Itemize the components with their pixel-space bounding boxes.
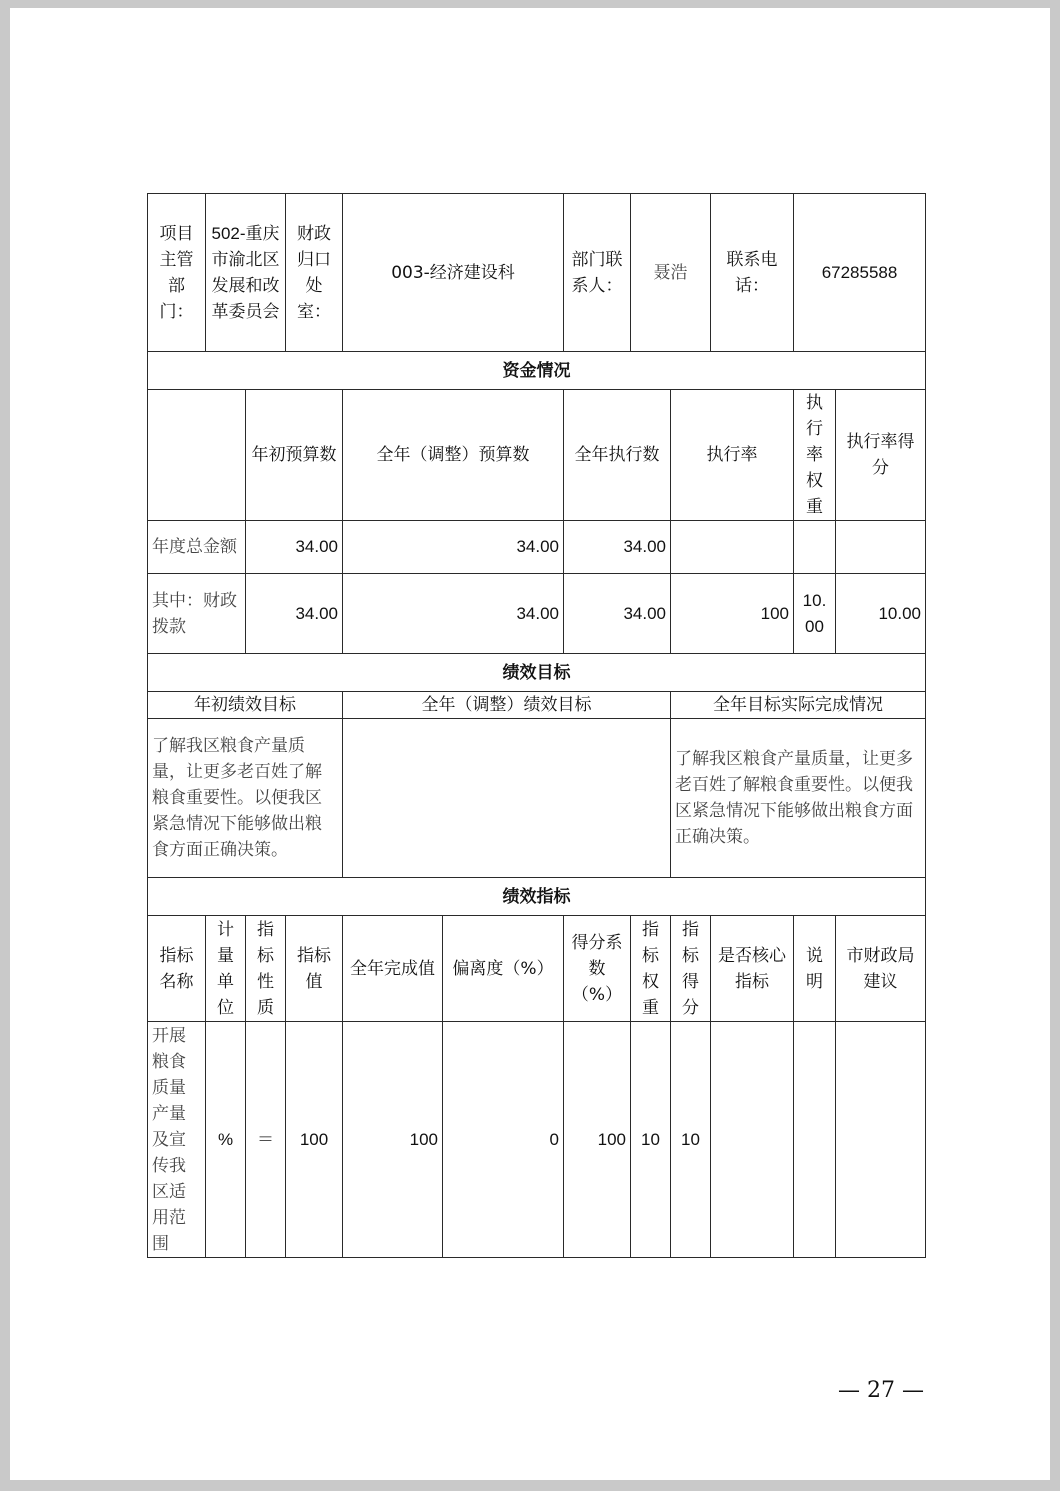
goals-header-row [148,692,926,719]
indicator-target: 100 [286,1022,343,1258]
indicator-header: 偏离度（%） [443,916,564,1022]
indicator-deviation: 0 [443,1022,564,1258]
phone-label: 联系电话： [711,194,794,352]
indicator-header: 指标值 [286,916,343,1022]
header-row [148,194,926,352]
indicator-header: 得分系数（%） [564,916,631,1022]
indicator-header: 指标性质 [246,916,286,1022]
goals-content-row [148,719,926,878]
funding-executed: 34.00 [564,574,671,654]
contact-label: 部门联系人： [564,194,631,352]
funding-adjusted: 34.00 [343,574,564,654]
indicator-advice [836,1022,926,1258]
indicator-note [794,1022,836,1258]
funding-score [836,521,926,574]
indicator-core [711,1022,794,1258]
performance-table [147,193,926,1258]
funding-header-row [148,390,926,521]
indicator-coef: 100 [564,1022,631,1258]
indicator-header: 指标名称 [148,916,206,1022]
goals-adjusted [343,719,671,878]
indicator-header: 是否核心指标 [711,916,794,1022]
funding-section-title: 资金情况 [148,352,926,390]
funding-weight [794,521,836,574]
funding-header: 全年执行数 [564,390,671,521]
finance-label: 财政归口处室： [286,194,343,352]
indicator-actual: 100 [343,1022,443,1258]
funding-row [148,574,926,654]
page-number: — 27 — [838,1378,924,1403]
phone-value: 67285588 [794,194,926,352]
indicator-unit: % [206,1022,246,1258]
funding-row-label: 其中：财政拨款 [148,574,246,654]
indicator-header: 市财政局建议 [836,916,926,1022]
funding-header: 执行率 [671,390,794,521]
finance-value: 003-经济建设科 [343,194,564,352]
funding-executed: 34.00 [564,521,671,574]
funding-corner [148,390,246,521]
indicator-nature: ＝ [246,1022,286,1258]
indicator-score: 10 [671,1022,711,1258]
funding-initial: 34.00 [246,521,343,574]
contact-value: 聂浩 [631,194,711,352]
funding-row-label: 年度总金额 [148,521,246,574]
indicators-section-title: 绩效指标 [148,878,926,916]
indicator-header: 指标得分 [671,916,711,1022]
funding-header: 全年（调整）预算数 [343,390,564,521]
dept-label: 项目主管部门： [148,194,206,352]
indicator-header: 全年完成值 [343,916,443,1022]
funding-rate [671,521,794,574]
goals-header: 全年（调整）绩效目标 [343,692,671,719]
goals-actual: 了解我区粮食产量质量，让更多老百姓了解粮食重要性。以便我区紧急情况下能够做出粮食方面正确决策。 [671,719,926,878]
goals-initial: 了解我区粮食产量质量，让更多老百姓了解粮食重要性。以便我区紧急情况下能够做出粮食方面正确决策。 [148,719,343,878]
indicator-row [148,1022,926,1258]
funding-header: 年初预算数 [246,390,343,521]
funding-adjusted: 34.00 [343,521,564,574]
indicator-header: 计量单位 [206,916,246,1022]
dept-value: 502-重庆市渝北区发展和改革委员会 [206,194,286,352]
goals-header: 全年目标实际完成情况 [671,692,926,719]
goals-section-title: 绩效目标 [148,654,926,692]
funding-row [148,521,926,574]
indicators-header-row [148,916,926,1022]
funding-header: 执行率得分 [836,390,926,521]
goals-header: 年初绩效目标 [148,692,343,719]
indicator-header: 说明 [794,916,836,1022]
funding-rate: 100 [671,574,794,654]
funding-header: 执行率权重 [794,390,836,521]
funding-initial: 34.00 [246,574,343,654]
funding-score: 10.00 [836,574,926,654]
indicator-weight: 10 [631,1022,671,1258]
funding-weight: 10.00 [794,574,836,654]
indicator-header: 指标权重 [631,916,671,1022]
indicator-name: 开展粮食质量产量及宣传我区适用范围 [148,1022,206,1258]
